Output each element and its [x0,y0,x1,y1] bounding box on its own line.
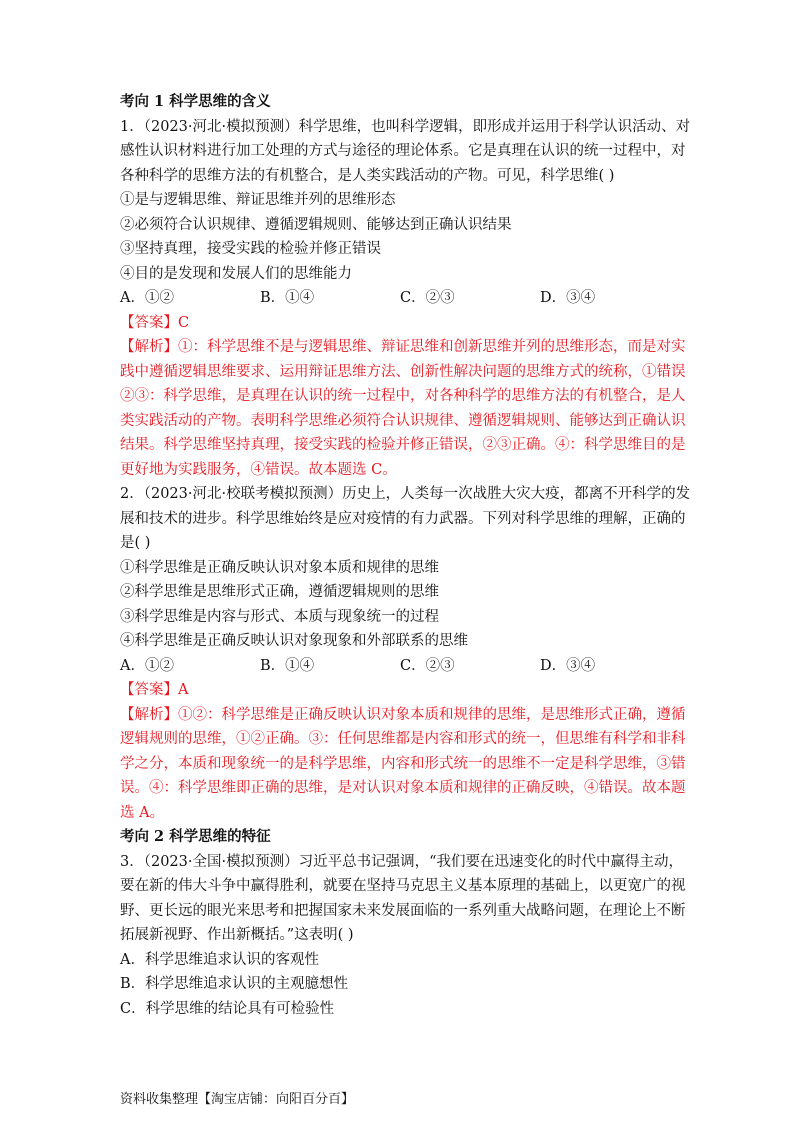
q2-stem-line: 展和技术的进步。科学思维始终是应对疫情的有力武器。下列对科学思维的理解，正确的 [120,510,686,527]
q1-item-1: ①是与逻辑思维、辩证思维并列的思维形态 [120,192,396,208]
q1-analysis-line: 结果。科学思维坚持真理，接受实践的检验并修正错误，②③正确。④：科学思维目的是 [120,437,686,453]
q1-analysis-line: 类实践活动的产物。表明科学思维必须符合认识规律、遵循逻辑规则、能够达到正确认识 [120,412,686,429]
q2-option-a: A．①② [120,657,174,674]
q1-analysis-line: ②③：科学思维，是真理在认识的统一过程中，对各种科学的思维方法的有机整合，是人 [120,388,686,404]
section-2-title: 考向 2 科学思维的特征 [120,828,271,845]
question-3 [120,850,690,1022]
q2-item-4: ④科学思维是正确反映认识对象现象和外部联系的思维 [120,633,468,649]
q1-analysis-line: 践中遵循逻辑思维要求、运用辩证思维方法、创新性解决问题的思维方式的统称，①错误 [120,363,686,380]
q2-item-3: ③科学思维是内容与形式、本质与现象统一的过程 [120,608,439,625]
q2-options [120,654,690,679]
document-page [120,90,690,1021]
q2-analysis-line: 选 A。 [120,804,165,821]
question-2 [120,482,690,825]
q2-stem-line: 是( ) [120,535,151,551]
q3-stem-line: 3．（2023·全国·模拟预测）习近平总书记强调，“我们要在迅速变化的时代中赢得主动， [120,853,684,870]
section-1-title: 考向 1 科学思维的含义 [120,93,271,110]
q1-option-a: A．①② [120,290,174,306]
q2-analysis-line: 【解析】①②：科学思维是正确反映认识对象本质和规律的思维，是思维形式正确，遵循 [120,706,686,723]
question-1 [120,115,690,483]
q3-choice-c: C．科学思维的结论具有可检验性 [120,1000,335,1017]
q3-stem-line: 拓展新视野、作出新概括。”这表明( ) [120,927,354,943]
q1-analysis-line: 更好地为实践服务，④错误。故本题选 C。 [120,461,397,478]
q1-options [120,286,690,311]
q2-option-c: C．②③ [400,657,455,674]
q3-stem-line: 要在新的伟大斗争中赢得胜利，就要在坚持马克思主义基本原理的基础上，以更宽广的视 [120,878,686,894]
q2-answer: 【答案】A [120,682,189,698]
q1-option-d: D．③④ [540,290,596,306]
q1-stem-line: 感性认识材料进行加工处理的方式与途径的理论体系。它是真理在认识的统一过程中，对 [120,143,686,159]
q2-analysis-line: 误。④：科学思维即正确的思维，是对认识对象本质和规律的正确反映，④错误。故本题 [120,780,686,796]
page-footer: 资料收集整理【淘宝店铺：向阳百分百】 [120,1092,355,1107]
q2-stem-line: 2．（2023·河北·校联考模拟预测）历史上，人类每一次战胜大灾大疫，都离不开科学的发 [120,486,691,502]
q3-choice-b: B．科学思维追求认识的主观臆想性 [120,976,349,992]
q2-analysis-line: 学之分，本质和现象统一的是科学思维，内容和形式统一的思维不一定是科学思维，③错 [120,755,686,772]
q1-answer: 【答案】C [120,314,190,331]
q2-item-1: ①科学思维是正确反映认识对象本质和规律的思维 [120,559,439,576]
q3-stem-line: 野、更长远的眼光来思考和把握国家未来发展面临的一系列重大战略问题，在理论上不断 [120,902,686,919]
q1-item-3: ③坚持真理，接受实践的检验并修正错误 [120,241,381,257]
q1-option-b: B．①④ [260,290,315,306]
q2-option-b: B．①④ [260,657,315,674]
q1-stem-line: 1．（2023·河北·模拟预测）科学思维，也叫科学逻辑，即形成并运用于科学认识活动、对 [120,118,691,135]
q2-analysis-line: 逻辑规则的思维，①②正确。③：任何思维都是内容和形式的统一，但思维有科学和非科 [120,731,686,747]
q1-item-2: ②必须符合认识规律、遵循逻辑规则、能够达到正确认识结果 [120,216,512,233]
q1-stem-line: 各种科学的思维方法的有机整合，是人类实践活动的产物。可见，科学思维( ) [120,167,615,184]
q2-item-2: ②科学思维是思维形式正确，遵循逻辑规则的思维 [120,584,439,600]
q3-choice-a: A．科学思维追求认识的客观性 [120,951,319,968]
q2-option-d: D．③④ [540,657,596,674]
q1-option-c: C．②③ [400,290,455,306]
q1-analysis-line: 【解析】①：科学思维不是与逻辑思维、辩证思维和创新思维并列的思维形态，而是对实 [120,339,686,355]
q1-item-4: ④目的是发现和发展人们的思维能力 [120,265,352,282]
